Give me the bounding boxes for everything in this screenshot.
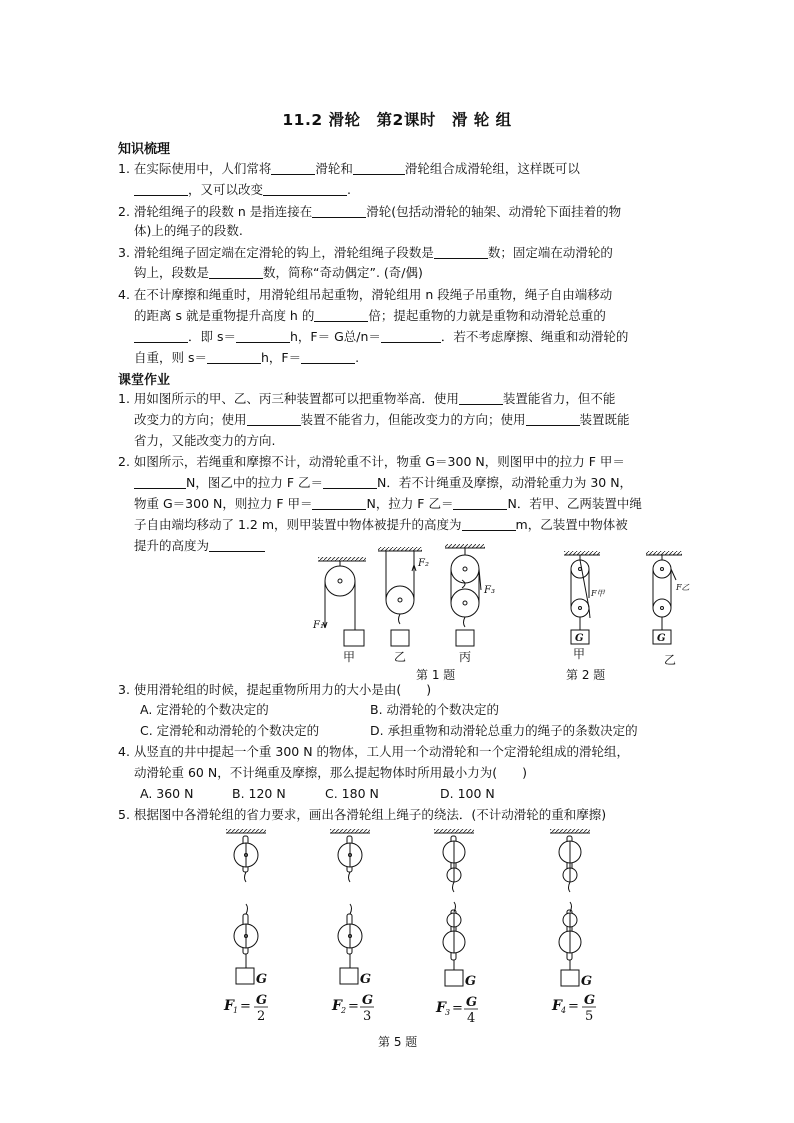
classwork-2-line-5: 提升的高度为: [134, 536, 265, 556]
knowledge-3-line-2: 钩上，段数是 数，简称“奇动偶定”. (奇/偶): [134, 265, 423, 280]
section-classwork: 课堂作业: [118, 373, 171, 388]
classwork-3-option-b: B. 动滑轮的个数决定的: [370, 702, 500, 717]
q5-pulley-set-3: [434, 829, 474, 986]
classwork-2-line-1: 2. 如图所示，若绳重和摩擦不计，动滑轮重不计，物重 G＝300 N，则图甲中的拉力 F 甲＝: [118, 454, 625, 469]
classwork-2-line-4: 子自由端均移动了 1.2 m，则甲装置中物体被提升的高度为 m，乙装置中物体被: [134, 517, 628, 532]
fig1-label-jia: 甲: [343, 650, 356, 664]
svg-text:=: =: [568, 999, 579, 1014]
fig2-label-jia: 甲: [573, 647, 586, 661]
classwork-2-line-2: N，图乙中的拉力 F 乙＝ N．若不计绳重及摩擦，动滑轮重力为 30 N，: [134, 473, 632, 493]
svg-text:F: F: [224, 998, 234, 1014]
fig1-force-f2: F₂: [418, 558, 429, 569]
classwork-4-line-2: 动滑轮重 60 N，不计绳重及摩擦，那么提起物体时所用最小力为( ): [134, 765, 527, 780]
svg-text:4: 4: [561, 1006, 567, 1015]
q5-weight-4: G: [581, 974, 593, 989]
q5-weight-2: G: [360, 972, 372, 987]
fig2-weight-yi: G: [657, 633, 666, 644]
fig1-force-f3: F₃: [484, 585, 495, 596]
knowledge-1-line-1: 1. 在实际使用中，人们常将 滑轮和 滑轮组合成滑轮组，这样既可以: [118, 161, 580, 176]
classwork-3-option-a: A. 定滑轮的个数决定的: [140, 702, 269, 717]
knowledge-4-line-2: 的距离 s 就是重物提升高度 h 的 倍；提起重物的力就是重物和动滑轮总重的: [134, 308, 606, 323]
fig2-force-fjia: F甲: [591, 589, 605, 598]
knowledge-4-line-1: 4. 在不计摩擦和绳重时，用滑轮组吊起重物，滑轮组用 n 段绳子吊重物，绳子自由端移动: [118, 287, 613, 302]
q5-formula-4: [551, 993, 596, 1024]
svg-text:5: 5: [585, 1009, 594, 1024]
q5-pulley-set-4: [550, 829, 590, 986]
section-knowledge: 知识梳理: [118, 142, 171, 157]
svg-text:F: F: [436, 1000, 446, 1016]
q5-formula-1: [223, 993, 268, 1024]
q5-weight-1: G: [256, 972, 268, 987]
svg-text:=: =: [240, 999, 251, 1014]
q5-formula-3: [435, 995, 478, 1026]
classwork-4-option-b: B. 120 N: [232, 786, 286, 801]
svg-text:2: 2: [257, 1009, 266, 1024]
classwork-1-line-3: 省力，又能改变力的方向.: [134, 433, 276, 448]
svg-text:F: F: [552, 998, 562, 1014]
svg-text:3: 3: [363, 1009, 372, 1024]
svg-text:G: G: [256, 993, 268, 1008]
svg-text:=: =: [452, 1001, 463, 1016]
knowledge-1-line-2: ，又可以改变 .: [134, 180, 351, 200]
q5-formula-2: [331, 993, 374, 1024]
svg-text:G: G: [466, 995, 478, 1010]
classwork-2-line-3: 物重 G＝300 N，则拉力 F 甲＝ N，拉力 F 乙＝ N．若甲、乙两装置中绳: [134, 496, 642, 511]
svg-text:1: 1: [233, 1006, 239, 1015]
q5-pulley-set-1: [226, 829, 266, 984]
fig1-force-f1: F₁: [313, 620, 324, 631]
svg-text:4: 4: [467, 1011, 476, 1026]
svg-text:3: 3: [445, 1008, 451, 1017]
knowledge-4-line-3: ．即 s＝ h，F＝ G总/n＝ ．若不考虑摩擦、绳重和动滑轮的: [134, 327, 628, 347]
fig2-caption: 第 2 题: [566, 668, 606, 682]
svg-text:2: 2: [341, 1006, 347, 1015]
fig5-caption: 第 5 题: [378, 1035, 418, 1049]
fig1-label-bing: 丙: [459, 650, 472, 664]
classwork-4-option-d: D. 100 N: [440, 786, 495, 801]
classwork-4-line-1: 4. 从竖直的井中提起一个重 300 N 的物体，工人用一个动滑轮和一个定滑轮组成的滑轮组，: [118, 744, 630, 759]
classwork-5-line-1: 5. 根据图中各滑轮组的省力要求，画出各滑轮组上绳子的绕法．(不计动滑轮的重和摩擦): [118, 807, 607, 822]
classwork-1-line-2: 改变力的方向；使用 装置不能省力，但能改变力的方向；使用 装置既能: [134, 412, 630, 427]
classwork-4-option-c: C. 180 N: [325, 786, 379, 801]
classwork-1-line-1: 1. 用如图所示的甲、乙、丙三种装置都可以把重物举高．使用 装置能省力，但不能: [118, 391, 616, 406]
svg-text:F: F: [332, 998, 342, 1014]
knowledge-2-line-1: 2. 滑轮组绳子的段数 n 是指连接在 滑轮(包括动滑轮的轴架、动滑轮下面挂着的物: [118, 204, 622, 219]
knowledge-3-line-1: 3. 滑轮组绳子固定端在定滑轮的钩上，滑轮组绳子段数是 数；固定端在动滑轮的: [118, 245, 613, 260]
fig2-force-fyi: F乙: [676, 583, 690, 592]
fig2-weight-jia: G: [575, 633, 584, 644]
classwork-3-option-c: C. 定滑轮和动滑轮的个数决定的: [140, 723, 320, 738]
q5-pulley-set-2: [330, 829, 370, 984]
classwork-3-question: 3. 使用滑轮组的时候，提起重物所用力的大小是由( ): [118, 682, 432, 697]
knowledge-4-line-4: 自重，则 s＝ h，F＝ .: [134, 350, 360, 365]
classwork-3-option-d: D. 承担重物和动滑轮总重力的绳子的条数决定的: [370, 723, 638, 738]
svg-text:=: =: [348, 999, 359, 1014]
fig1-label-yi: 乙: [394, 650, 407, 664]
page-title: 11.2 滑轮 第2课时 滑 轮 组: [282, 111, 512, 129]
fig2-label-yi: 乙: [664, 653, 677, 667]
fig1-caption: 第 1 题: [416, 668, 456, 682]
knowledge-2-line-2: 体)上的绳子的段数.: [134, 223, 243, 238]
svg-text:G: G: [362, 993, 374, 1008]
svg-text:G: G: [584, 993, 596, 1008]
classwork-4-option-a: A. 360 N: [140, 786, 194, 801]
q5-weight-3: G: [465, 974, 477, 989]
